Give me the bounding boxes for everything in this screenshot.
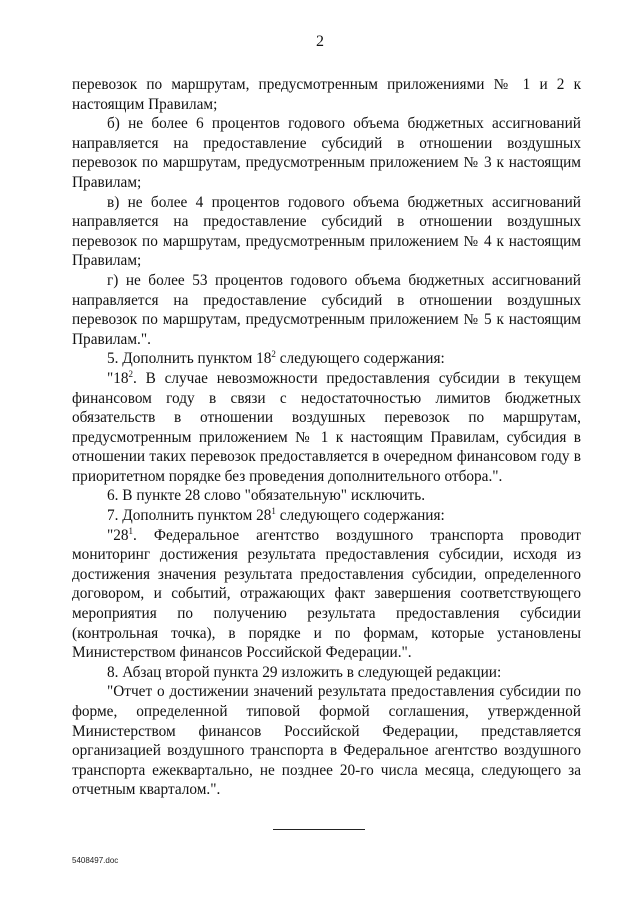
document-body — [72, 75, 581, 800]
paragraph: перевозок по маршрутам, предусмотренным приложениями № 1 и 2 к настоящим Правилам; — [72, 76, 581, 113]
paragraph: 8. Абзац второй пункта 29 изложить в следующей редакции: — [107, 663, 502, 681]
paragraph: "Отчет о достижении значений результата предоставления субсидии по форме, определенной типовой формой соглашения, утвержденной Министерством финансов Российской Федерации, представляется организацией воздушного транспорта в Федеральное агентство воздушного транспорта ежеквартально, не позднее 20-го числа месяца, следующего за отчетным кварталом.". — [72, 683, 581, 799]
paragraph: б) не более 6 процентов годового объема бюджетных ассигнований направляется на предоставление субсидий в отношении воздушных перевозок по маршрутам, предусмотренным приложением № 3 к настоящим Правилам; — [72, 115, 581, 191]
superscript: 2 — [128, 368, 134, 379]
superscript: 1 — [128, 525, 134, 536]
separator-line — [273, 829, 365, 830]
superscript: 2 — [271, 349, 276, 360]
paragraph: 6. В пункте 28 слово "обязательную" исключить. — [107, 487, 426, 505]
paragraph: 5. Дополнить пунктом $18^2$ следующего содержания: — [107, 349, 445, 368]
paragraph: г) не более 53 процентов годового объема бюджетных ассигнований направляется на предоставление субсидий в отношении воздушных перевозок по маршрутам, предусмотренным приложением № 5 к настоящим Правилам.". — [72, 271, 581, 348]
paragraph: в) не более 4 процентов годового объема бюджетных ассигнований направляется на предоставление субсидий в отношении воздушных перевозок по маршрутам, предусмотренным приложением № 4 к настоящим Правилам; — [72, 193, 581, 270]
paragraph: "$18^2$. В случае невозможности предоставления субсидии в текущем финансовом году в связи с недостаточностью лимитов бюджетных обязательств в отношении воздушных перевозок по маршрутам, предусмотренным приложением № 1 к настоящим Правилам, субсидия в отношении таких перевозок предоставляется в очередном финансовом году в приоритетном порядке без проведения дополнительного отбора.". — [72, 368, 581, 485]
paragraph: "$28^1$. Федеральное агентство воздушного транспорта проводит мониторинг достижения результата предоставления субсидии, исходя из достижения значения результата предоставления субсидии, определенного договором, и событий, отражающих факт завершения соответствующего мероприятия по получению результата предоставления субсидии (контрольная точка), в порядке и по формам, которые установлены Министерством финансов Российской Федерации.". — [72, 525, 581, 662]
paragraph: 7. Дополнить пунктом $28^1$ следующего содержания: — [107, 506, 445, 525]
page-number: 2 — [316, 33, 324, 50]
document-reference: 5408497.doc — [72, 856, 119, 865]
superscript: 1 — [271, 506, 276, 517]
